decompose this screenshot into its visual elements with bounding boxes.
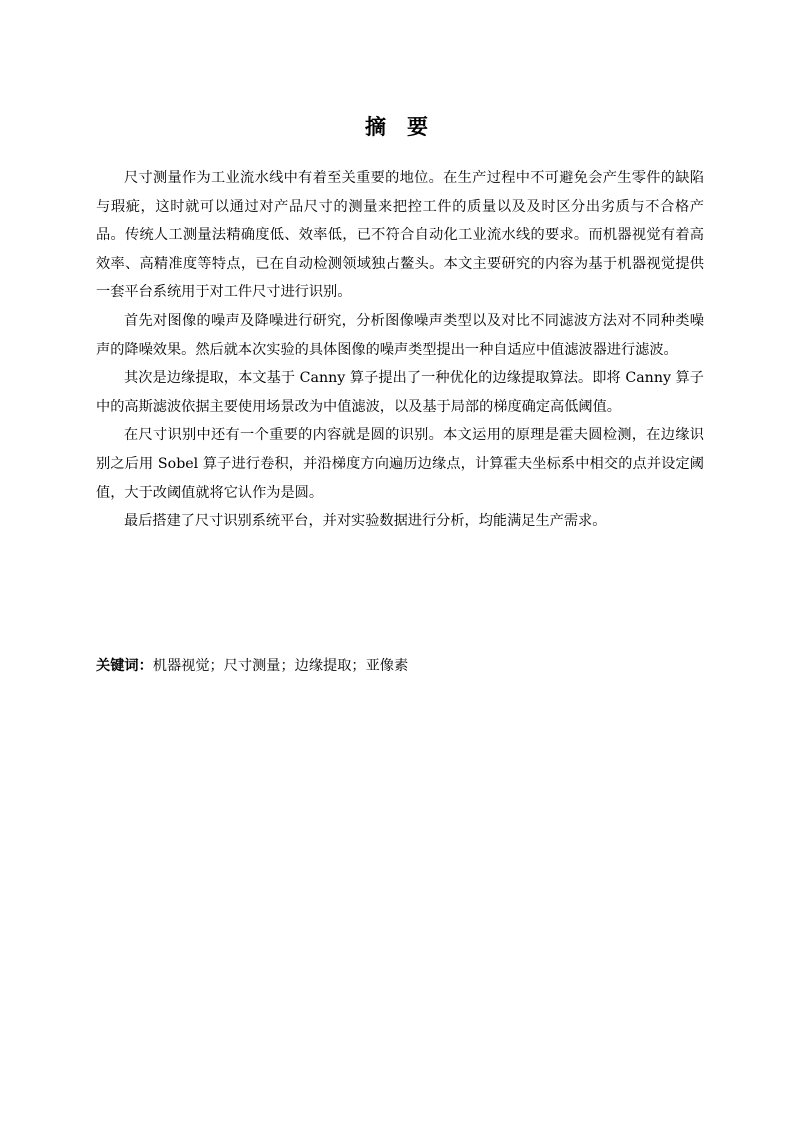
abstract-paragraph-2: 首先对图像的噪声及降噪进行研究，分析图像噪声类型以及对比不同滤波方法对不同种类噪声的降噪效果。然后就本次实验的具体图像的噪声类型提出一种自适应中值滤波器进行滤波。 <box>96 312 704 358</box>
keywords-label: 关键词： <box>96 658 153 674</box>
abstract-body <box>96 164 704 536</box>
abstract-title: 摘要 <box>365 115 449 139</box>
abstract-paragraph-1: 尺寸测量作为工业流水线中有着至关重要的地位。在生产过程中不可避免会产生零件的缺陷与瑕疵，这时就可以通过对产品尺寸的测量来把控工件的质量以及及时区分出劣质与不合格产品。传统人工测量法精确度低、效率低，已不符合自动化工业流水线的要求。而机器视觉有着高效率、高精准度等特点，已在自动检测领域独占鳌头。本文主要研究的内容为基于机器视觉提供一套平台系统用于对工件尺寸进行识别。 <box>96 170 704 301</box>
keywords-list: 机器视觉；尺寸测量；边缘提取；亚像素 <box>152 658 409 674</box>
abstract-paragraph-5: 最后搭建了尺寸识别系统平台，并对实验数据进行分析，均能满足生产需求。 <box>124 513 607 530</box>
abstract-paragraph-4: 在尺寸识别中还有一个重要的内容就是圆的识别。本文运用的原理是霍夫圆检测，在边缘识别之后用 Sobel 算子进行卷积，并沿梯度方向遍历边缘点，计算霍夫坐标系中相交的点并设定阈值，大于改阈值就将它认作为是圆。 <box>96 427 704 501</box>
keywords-line <box>96 652 704 680</box>
abstract-paragraph-3: 其次是边缘提取，本文基于 Canny 算子提出了一种优化的边缘提取算法。即将 Canny 算子中的高斯滤波依据主要使用场景改为中值滤波，以及基于局部的梯度确定高低阈值。 <box>96 370 704 415</box>
